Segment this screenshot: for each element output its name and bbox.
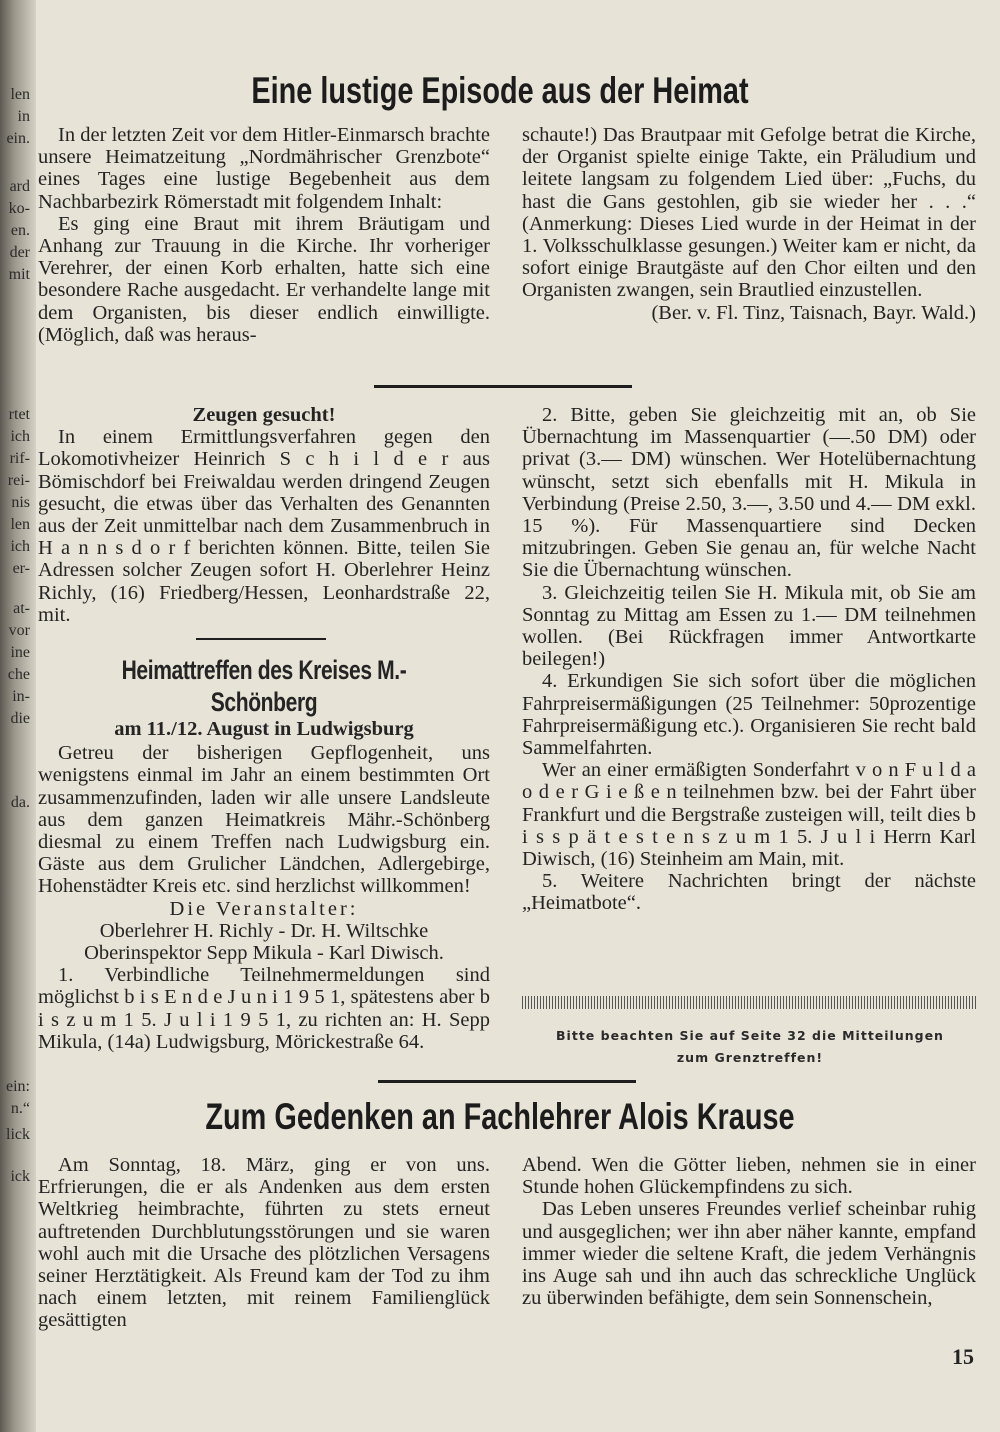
paragraph: Am Sonntag, 18. März, ging er von uns. Erfrierungen, die er als Andenken aus dem ersten Weltkrieg heimbrachte, führten zu stets erneut auftretenden Durchblutungsstörungen und sie waren wohl auch mit die Ursache des plötzlichen Versagens seiner Herztätigkeit. Als Freund kam der Tod zu ihm nach einem letzten, mit reinem Familienglück gesättigten (38, 1154, 490, 1332)
margin-fragment: ich (10, 538, 30, 555)
notice-line: Bitte beachten Sie auf Seite 32 die Mitteilungen (556, 1028, 944, 1043)
paragraph: 4. Erkundigen Sie sich sofort über die möglichen Fahrpreisermäßigungen (25 Teilnehmer: 50prozentige Fahrpreisermäßigung etc.). Organisieren Sie recht bald Sammelfahrten. (522, 670, 976, 760)
article-title: Eine lustige Episode aus der Heimat (251, 70, 749, 111)
notice-box (522, 1025, 978, 1069)
margin-fragment: der (9, 244, 30, 261)
divider (374, 385, 632, 388)
article1-left-column (38, 124, 490, 346)
section-title: Heimattreffen des Kreises M.-Schönberg (121, 655, 407, 717)
margin-fragment: nis (11, 494, 30, 511)
margin-fragment: n.“ (10, 1100, 30, 1117)
margin-fragment: er- (12, 560, 30, 577)
margin-fragment: ick (10, 1168, 30, 1185)
article-title: Zum Gedenken an Fachlehrer Alois Krause (205, 1096, 795, 1137)
margin-fragment: vor (8, 622, 30, 639)
margin-fragment: die (10, 710, 30, 727)
paragraph: 1. Verbindliche Teilnehmermeldungen sind möglichst b i s E n d e J u n i 1 9 5 1, spätestens aber b i s z u m 1 5. J u l i 1 9 5 1, zu richten an: H. Sepp Mikula, (14a) Ludwigsburg, Mörickestraße 64. (38, 964, 490, 1053)
margin-fragment: ine (10, 644, 30, 661)
margin-fragment: mit (8, 266, 30, 283)
section-title: Zeugen gesucht! (192, 404, 336, 426)
paragraph: 2. Bitte, geben Sie gleichzeitig mit an, ob Sie Übernachtung im Massenquartier (—.50 DM) oder privat (3.— DM) wünschen. Wer Hotelübernachtung wünscht, setzt sich ebenfalls mit H. Mikula in Verbindung (Preise 2.50, 3.—, 3.50 und 4.— DM exkl. 15 %). Für Massenquartiere sind Decken mitzubringen. Geben Sie genau an, für welche Nacht Sie die Übernachtung wünschen. (522, 404, 976, 582)
paragraph: Wer an einer ermäßigten Sonderfahrt v o n F u l d a o d e r G i e ß e n teilnehmen bzw. bei der Fahrt über Frankfurt und die Bergstraße zusteigen will, teilt dies b i s s p ä t e s t e n s z u m 1 5. J u l i Herrn Karl Diwisch, (16) Steinheim am Main, mit. (522, 759, 976, 871)
article2-left-column (38, 1154, 490, 1332)
margin-fragment: ich (10, 428, 30, 445)
margin-fragment: ard (9, 178, 30, 195)
margin-fragment: in (17, 108, 30, 125)
divider (196, 638, 326, 640)
divider (378, 1080, 636, 1083)
organizers-line: Oberinspektor Sepp Mikula - Karl Diwisch. (84, 942, 444, 965)
section-subtitle: am 11./12. August in Ludwigsburg (114, 718, 414, 740)
credit-line: (Ber. v. Fl. Tinz, Taisnach, Bayr. Wald.) (651, 301, 976, 324)
margin-fragment: ein: (6, 1078, 30, 1095)
margin-fragment: rtet (8, 406, 30, 423)
margin-fragment: at- (13, 600, 30, 617)
margin-fragment: rei- (7, 472, 30, 489)
notice-line: zum Grenztreffen! (676, 1050, 824, 1065)
margin-fragment: en. (10, 222, 30, 239)
article2-right-column (522, 1154, 976, 1309)
treffen-section (38, 654, 490, 1053)
margin-fragment: da. (10, 794, 30, 811)
margin-fragment: in- (12, 688, 30, 705)
margin-fragment: che (7, 666, 30, 683)
paragraph: Getreu der bisherigen Gepflogenheit, uns wenigstens einmal im Jahr an einem bestimmten Ort zusammenzufinden, laden wir alle unsere Landsleute aus dem ganzen Heimatkreis Mähr.-Schönberg diesmal zu einem Treffen nach Ludwigsburg ein. Gäste aus dem Grulicher Ländchen, Adlergebirge, Hohenstädter Kreis etc. sind herzlichst willkommen! (38, 742, 490, 898)
article1-right-column (522, 124, 976, 324)
margin-fragment: rif- (9, 450, 30, 467)
paragraph: In der letzten Zeit vor dem Hitler-Einmarsch brachte unsere Heimatzeitung „Nordmährischer Grenzbote“ eines Tages eine lustige Begebenheit aus dem Nachbarbezirk Römerstadt mit folgendem Inhalt: (38, 124, 490, 213)
zeugen-section (38, 404, 490, 626)
paragraph: 3. Gleichzeitig teilen Sie H. Mikula mit, ob Sie am Sonntag zu Mittag am Essen zu 1.— DM teilnehmen wollen. (Bei Rückfragen immer Antwortkarte beilegen!) (522, 581, 976, 671)
paragraph: In einem Ermittlungsverfahren gegen den Lokomotivheizer Heinrich S c h i l d e r aus Bömischdorf bei Freiwaldau werden dringend Zeugen gesucht, die etwas über das Verhalten des Genannten aus der Zeit unmittelbar nach dem Zusammenbruch in H a n n s d o r f berichten können. Bitte, teilen Sie Adressen solcher Zeugen sofort H. Oberlehrer Heinz Richly, (16) Friedberg/Hessen, Leonhardstraße 22, mit. (38, 426, 490, 626)
margin-fragment: ein. (6, 130, 30, 147)
paragraph: Es ging eine Braut mit ihrem Bräutigam und Anhang zur Trauung in die Kirche. Ihr vorheriger Verehrer, der einen Korb erhalten, hatte sich eine besondere Rache ausgedacht. Er verhandelte lange mit dem Organisten, bis dieser endlich einwilligte. (Möglich, daß was heraus- (38, 212, 490, 346)
margin-fragment: len (10, 86, 30, 103)
organizers-line: Oberlehrer H. Richly - Dr. H. Wiltschke (99, 919, 429, 942)
decorative-hatch-rule (522, 996, 978, 1009)
paragraph: Das Leben unseres Freundes verlief scheinbar ruhig und ausgeglichen; wer ihn aber näher kannte, empfand immer wieder die seltene Kraft, die jedem Verhängnis ins Auge sah und ihn auch das schreckliche Unglück zu überwinden befähigte, dem sein Sonnenschein, (522, 1198, 976, 1310)
organizers-label: Die Veranstalter: (169, 897, 359, 920)
paragraph: 5. Weitere Nachrichten bringt der nächste „Heimatbote“. (522, 870, 976, 915)
page-number: 15 (952, 1344, 974, 1369)
margin-fragment: len (10, 516, 30, 533)
paragraph: schaute!) Das Brautpaar mit Gefolge betrat die Kirche, der Organist spielte einige Takte, ein Präludium und leitete langsam zu folgendem Lied über: „Fuchs, du hast die Gans gestohlen, gib sie wieder her . . .“ (Anmerkung: Dieses Lied wurde in der Heimat in der 1. Volksschulklasse gesungen.) Weiter kam er nicht, da sofort einige Brautgäste auf den Chor eilten und den Organisten zwangen, sein Brautlied einzustellen. (522, 124, 976, 302)
treffen-continued (522, 404, 976, 915)
paragraph: Abend. Wen die Götter lieben, nehmen sie in einer Stunde hohen Glückempfindens zu sich. (522, 1154, 976, 1199)
margin-fragment: ko- (8, 200, 30, 217)
margin-fragment: lick (6, 1126, 30, 1143)
